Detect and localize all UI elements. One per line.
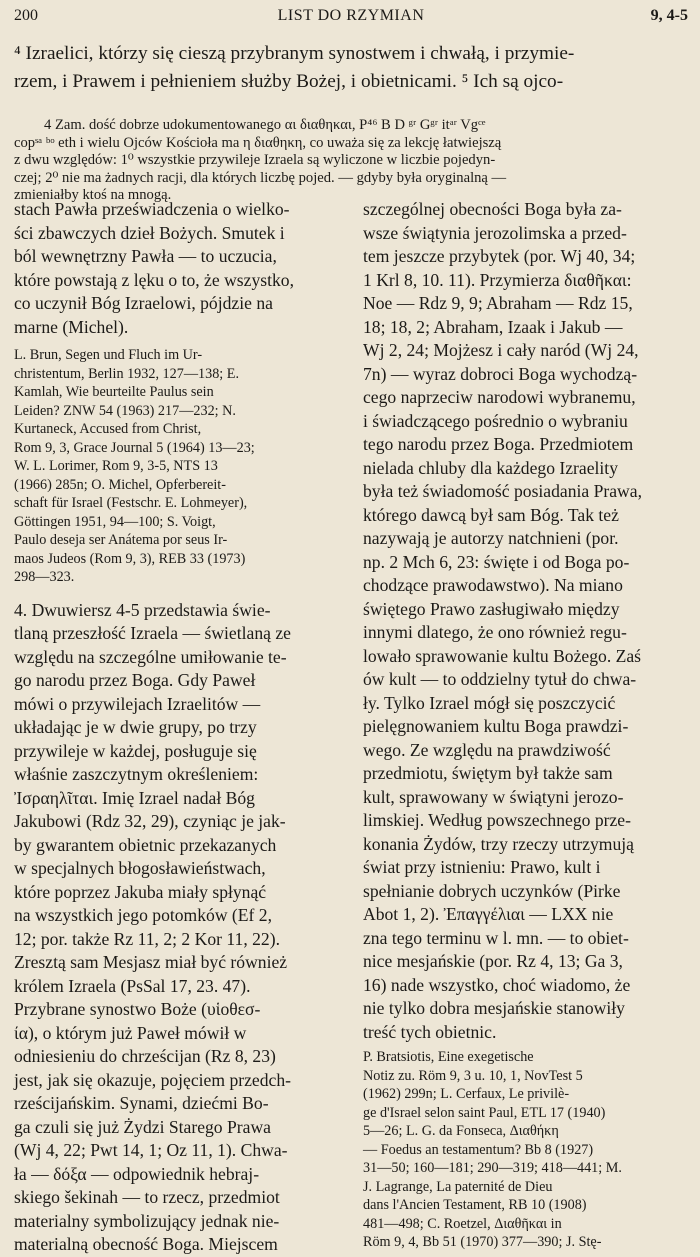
- text-line: lowało sprawowanie kultu Bożego. Zaś: [363, 645, 642, 666]
- text-line: np. 2 Mch 6, 23: święte i od Boga po-: [363, 551, 630, 572]
- text-line: ści zbawczych dzieł Bożych. Smutek i: [14, 222, 285, 243]
- note-line: copˢᵃ ᵇᵒ eth i wielu Ojców Kościoła ma η διαθηκη, co uważa się za lekcję łatwiejszą: [14, 134, 502, 151]
- text-line: co uczynił Bóg Izraelowi, pójdzie na: [14, 293, 273, 313]
- commentary-paragraph: [14, 198, 344, 339]
- text-line: — Foedus an testamentum? Bb 8 (1927): [363, 1141, 594, 1158]
- text-line: ły. Tylko Izrael mógł się poszczycić: [363, 692, 616, 713]
- text-line: ból wewnętrzny Pawła — to uczucia,: [14, 246, 277, 266]
- text-line: Kurtaneck, Accused from Christ,: [14, 421, 202, 437]
- text-line: materialną obecność Boga. Miejscem: [14, 1234, 278, 1254]
- running-title: LIST DO RZYMIAN: [277, 7, 425, 24]
- text-line: ła — δόξα — odpowiednik hebraj-: [14, 1163, 260, 1184]
- text-line: Abot 1, 2). Ἐπαγγέλιαι — LXX nie: [363, 904, 614, 924]
- right-column: [363, 198, 693, 1252]
- text-line: materialny symbolizujący jednak nie-: [14, 1210, 280, 1231]
- text-line: była też świadomość posiadania Prawa,: [363, 481, 642, 501]
- text-line: mówi o przywilejach Izraelitów —: [14, 693, 261, 714]
- text-line: zna tego terminu w l. mn. — to obiet-: [363, 927, 629, 948]
- text-line: Röm 9, 4, Bb 51 (1970) 377—390; J. Stę-: [363, 1234, 602, 1250]
- text-line: które poprzez Jakuba miały spłynąć: [14, 881, 267, 902]
- text-line: dans l'Ancien Testament, RB 10 (1908): [363, 1197, 587, 1213]
- text-line: nielada chluby dla każdego Izraelity: [363, 457, 618, 478]
- note-line: z dwu względów: 1⁰ wszystkie przywileje Izraela są wyliczone w liczbie pojedyn-: [14, 152, 496, 168]
- text-line: 298—323.: [14, 569, 75, 585]
- text-line: Przybrane synostwo Boże (υἱοθεσ-: [14, 999, 261, 1019]
- text-line: przedmiotu, świętym był także sam: [363, 763, 613, 783]
- text-line: Kamlah, Wie beurteilte Paulus sein: [14, 384, 214, 400]
- text-line: Jakubowi (Rdz 32, 29), czyniąc je jak-: [14, 811, 286, 831]
- text-line: Ἰσραηλῖται. Imię Izrael nadał Bóg: [14, 787, 255, 808]
- text-line: nazywają je autorzy natchnieni (por.: [363, 528, 619, 548]
- text-line: odniesieniu do chrześcijan (Rz 8, 23): [14, 1046, 276, 1066]
- text-line: cego naprzeciw narodowi wybranemu,: [363, 387, 636, 407]
- text-line: świętego Prawo zasługiwało między: [363, 598, 620, 619]
- text-line: 7n) — wyraz dobroci Boga wychodzą-: [363, 363, 638, 384]
- note-line: zmieniałby ktoś na mnogą.: [14, 187, 172, 203]
- text-line: christentum, Berlin 1932, 127—138; E.: [14, 365, 240, 382]
- text-line: wego. Ze względu na prawdziwość: [363, 739, 611, 760]
- page-number: 200: [14, 7, 38, 24]
- commentary-paragraph: [14, 599, 344, 1257]
- text-line: (1966) 285n; O. Michel, Opferbereit-: [14, 476, 226, 493]
- text-line: nice mesjańskie (por. Rz 4, 13; Ga 3,: [363, 951, 623, 971]
- text-line: schaft für Israel (Festschr. E. Lohmeyer),: [14, 495, 248, 511]
- text-line: ów kult — to oddzielny tytuł do chwa-: [363, 669, 637, 689]
- text-line: ία), o którym już Paweł mówił w: [14, 1022, 247, 1043]
- note-line: czej; 2⁰ nie ma żadnych racji, dla których liczbę pojed. — gdyby była oryginalną —: [14, 169, 507, 186]
- text-line: 5—26; L. G. da Fonseca, Διαθήκη: [363, 1123, 559, 1139]
- text-line: królem Izraela (PsSal 17, 23. 47).: [14, 975, 251, 996]
- text-line: na wszystkich jego potomków (Ef 2,: [14, 905, 272, 925]
- text-line: i świadczącego pośrednio o wybraniu: [363, 410, 628, 431]
- text-line: Göttingen 1951, 94—100; S. Voigt,: [14, 513, 216, 530]
- text-line: (1962) 299n; L. Cerfaux, Le privilè-: [363, 1086, 570, 1102]
- text-line: Leiden? ZNW 54 (1963) 217—232; N.: [14, 402, 236, 419]
- left-column: [14, 198, 344, 1257]
- text-line: Wj 2, 24; Mojżesz i cały naród (Wj 24,: [363, 340, 639, 360]
- text-line: przywileje w każdej, posługuje się: [14, 740, 257, 761]
- text-line: konania Żydów, trzy rzeczy utrzymują: [363, 833, 634, 854]
- text-line: Rom 9, 3, Grace Journal 5 (1964) 13—23;: [14, 439, 255, 456]
- verse-text: [14, 40, 686, 96]
- text-line: spełnianie dobrych uczynków (Pirke: [363, 880, 621, 901]
- text-line: nie tylko dobra mesjańskie stanowiły: [363, 998, 625, 1018]
- text-line: W. L. Lorimer, Rom 9, 3-5, NTS 13: [14, 458, 218, 474]
- text-line: świat przy istnieniu: Prawo, kult i: [363, 857, 601, 877]
- text-line: którego dawcą był sam Bóg. Tak też: [363, 504, 619, 525]
- text-line: tego narodu przez Boga. Przedmiotem: [363, 434, 634, 454]
- text-line: kult, sprawowany w świątyni jerozo-: [363, 786, 624, 807]
- verse-reference: 9, 4-5: [650, 7, 688, 24]
- text-line: maos Judeos (Rom 9, 3), REB 33 (1973): [14, 550, 246, 567]
- text-line: marne (Michel).: [14, 316, 129, 337]
- text-line: limskiej. Według powszechnego prze-: [363, 810, 631, 830]
- text-line: układając je w dwie grupy, po trzy: [14, 717, 257, 737]
- text-line: 481—498; C. Roetzel, Διαθῆκαι in: [363, 1215, 562, 1232]
- text-line: by gwarantem obietnic przekazanych: [14, 834, 277, 855]
- text-line: 12; por. także Rz 11, 2; 2 Kor 11, 22).: [14, 928, 280, 949]
- text-line: 1 Krl 8, 10. 11). Przymierza διαθῆκαι:: [363, 269, 632, 290]
- text-line: które powstają z lęku o to, że wszystko,: [14, 269, 294, 290]
- text-line: chodzące prawodawstwo). Na miano: [363, 575, 623, 595]
- text-line: w specjalnych błogosławieństwach,: [14, 858, 266, 878]
- note-line: 4 Zam. dość dobrze udokumentowanego αι διαθηκαι, P⁴⁶ B D ᵍʳ Gᵍʳ itᵃʳ Vgᶜᵉ: [44, 117, 486, 133]
- text-line: jest, jak się okazuje, pojęciem przedch-: [14, 1069, 291, 1090]
- text-line: ge d'Israel selon saint Paul, ETL 17 (1940): [363, 1104, 606, 1121]
- text-line: ga czuli się już Żydzi Starego Prawa: [14, 1116, 271, 1137]
- verse-line: ⁴ Izraelici, którzy się cieszą przybranym synostwem i chwałą, i przymie-: [14, 43, 575, 64]
- text-line: innymi dlatego, że ono również regu-: [363, 622, 627, 642]
- text-line: Zresztą sam Mesjasz miał być również: [14, 952, 288, 972]
- text-line: 18; 18, 2; Abraham, Izaak i Jakub —: [363, 316, 623, 337]
- text-line: go narodu przez Boga. Gdy Paweł: [14, 670, 256, 690]
- text-line: właśnie zaszczytnym określeniem:: [14, 764, 259, 784]
- text-line: J. Lagrange, La paternité de Dieu: [363, 1178, 553, 1195]
- text-line: (Wj 4, 22; Pwt 14, 1; Oz 11, 1). Chwa-: [14, 1140, 288, 1160]
- text-line: tlaną przeszłość Izraela — świetlaną ze: [14, 623, 291, 643]
- text-line: tem jeszcze przybytek (por. Wj 40, 34;: [363, 246, 636, 266]
- verse-line: rzem, i Prawem i pełnieniem służby Bożej, i obietnicami. ⁵ Ich są ojco-: [14, 71, 564, 92]
- bibliography-block: [14, 346, 344, 587]
- text-line: względu na szczególne umiłowanie te-: [14, 646, 287, 667]
- text-line: L. Brun, Segen und Fluch im Ur-: [14, 347, 203, 363]
- text-line: Paulo deseja ser Anátema por seus Ir-: [14, 532, 228, 548]
- text-line: wsze świątynia jerozolimska a przed-: [363, 222, 627, 243]
- bibliography-block: [363, 1048, 693, 1252]
- text-line: Noe — Rdz 9, 9; Abraham — Rdz 15,: [363, 293, 633, 313]
- page-header: [14, 7, 688, 29]
- text-line: szczególnej obecności Boga była za-: [363, 199, 622, 219]
- text-line: 31—50; 160—181; 290—319; 418—441; M.: [363, 1160, 622, 1176]
- text-line: P. Bratsiotis, Eine exegetische: [363, 1049, 534, 1065]
- text-line: treść tych obietnic.: [363, 1021, 497, 1042]
- commentary-paragraph: [363, 198, 693, 1044]
- text-line: rześcijańskim. Synami, dziećmi Bo-: [14, 1093, 269, 1113]
- text-line: 4. Dwuwiersz 4-5 przedstawia świe-: [14, 599, 271, 620]
- textual-note: [14, 117, 686, 205]
- text-line: pielęgnowaniem kultu Boga prawdzi-: [363, 716, 629, 736]
- text-line: 16) nade wszystko, choć wiadomo, że: [363, 974, 631, 995]
- text-line: skiego šekinah — to rzecz, przedmiot: [14, 1187, 280, 1207]
- text-line: Notiz zu. Röm 9, 3 u. 10, 1, NovTest 5: [363, 1067, 583, 1084]
- text-line: stach Pawła przeświadczenia o wielko-: [14, 199, 290, 219]
